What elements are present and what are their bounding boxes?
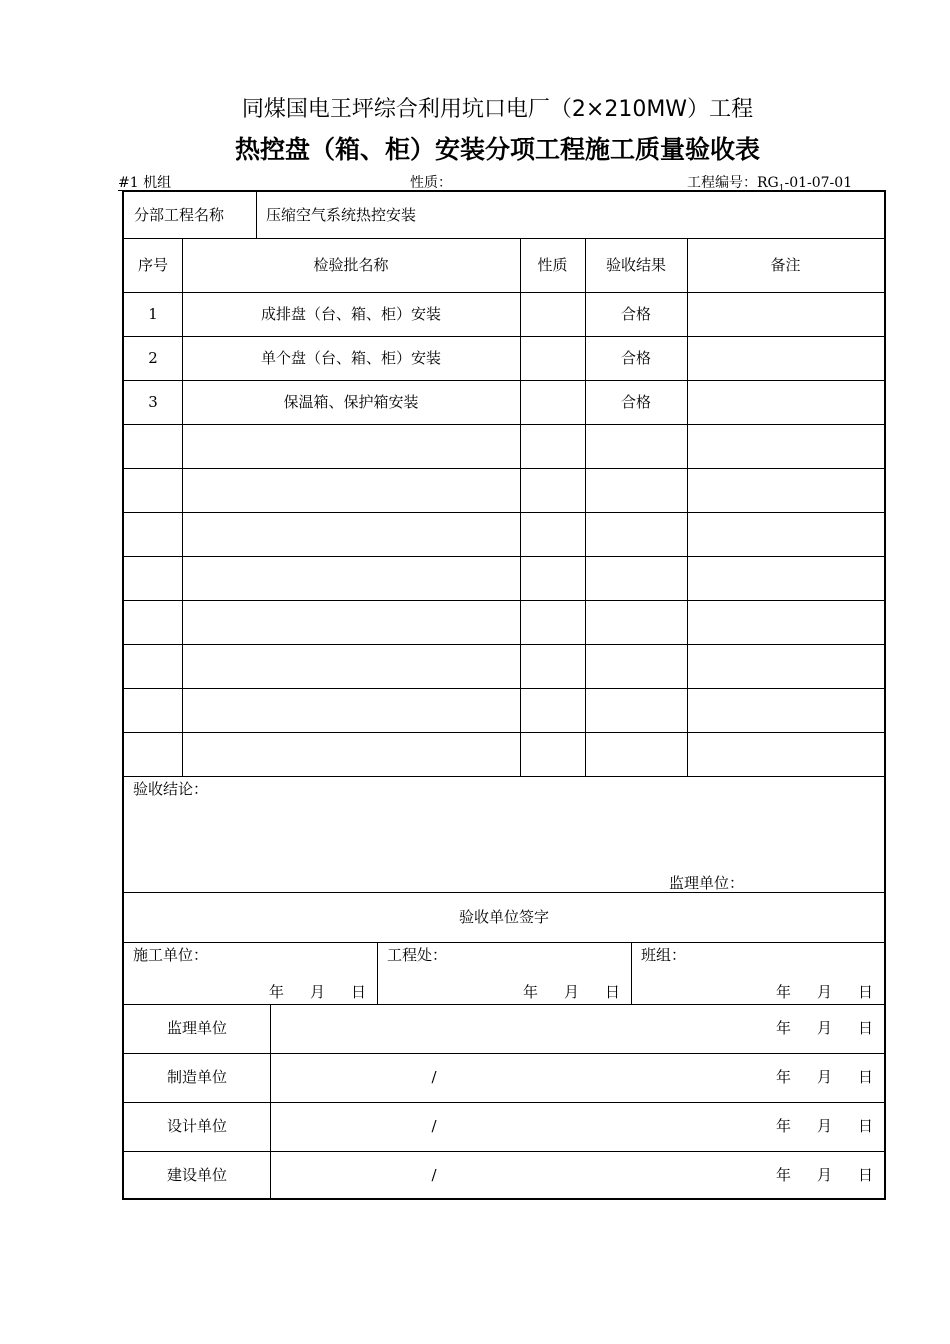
signer-owner-date: 年 月 日 [776, 1166, 874, 1184]
subproject-value: 压缩空气系统热控安装 [266, 206, 417, 224]
project-number: 工程编号：$RG_1-01-07-01$ [687, 175, 853, 194]
sign-title: 验收单位签字 [458, 908, 549, 926]
form-title: 热控盘（箱、柜）安装分项工程施工质量验收表 [234, 135, 760, 164]
acceptance-table [122, 190, 886, 1200]
subproject-label: 分部工程名称 [134, 206, 225, 224]
signer-manufacturer-label: 制造单位 [166, 1068, 227, 1086]
col-header-remark: 备注 [770, 256, 801, 274]
row-3-result: 合格 [620, 393, 651, 411]
engineering-date: 年 月 日 [523, 983, 621, 1001]
signer-supervision-date: 年 月 日 [776, 1019, 874, 1037]
row-1-name: 成排盘（台、箱、柜）安装 [260, 305, 441, 323]
signer-design-value: / [431, 1117, 437, 1135]
construction-date: 年 月 日 [269, 983, 367, 1001]
col-header-nature: 性质 [537, 256, 568, 274]
construction-unit-label: 施工单位： [133, 946, 209, 964]
signer-manufacturer-date: 年 月 日 [776, 1068, 874, 1086]
signer-design-date: 年 月 日 [776, 1117, 874, 1135]
row-2-result: 合格 [620, 349, 651, 367]
signer-owner-value: / [431, 1166, 437, 1184]
project-title: 同煤国电王坪综合利用坑口电厂（2×210MW）工程 [241, 97, 754, 122]
row-3-no: 3 [148, 393, 158, 411]
engineering-dept-label: 工程处： [387, 946, 448, 964]
col-header-name: 检验批名称 [313, 256, 389, 274]
row-2-name: 单个盘（台、箱、柜）安装 [260, 349, 441, 367]
conclusion-label: 验收结论： [133, 780, 209, 798]
team-date: 年 月 日 [776, 983, 874, 1001]
row-2-no: 2 [148, 349, 158, 367]
nature-label: 性质： [410, 175, 452, 191]
row-3-name: 保温箱、保护箱安装 [283, 393, 419, 411]
unit-label: #1 机组 [118, 175, 172, 191]
row-1-result: 合格 [620, 305, 651, 323]
signer-design-label: 设计单位 [166, 1117, 227, 1135]
row-1-no: 1 [148, 305, 158, 323]
signer-manufacturer-value: / [431, 1068, 437, 1086]
col-header-result: 验收结果 [605, 256, 666, 274]
col-header-no: 序号 [137, 256, 168, 274]
supervision-label: 监理单位： [669, 874, 745, 892]
team-label: 班组： [641, 946, 687, 964]
signer-supervision-label: 监理单位 [166, 1019, 227, 1037]
signer-owner-label: 建设单位 [166, 1166, 227, 1184]
